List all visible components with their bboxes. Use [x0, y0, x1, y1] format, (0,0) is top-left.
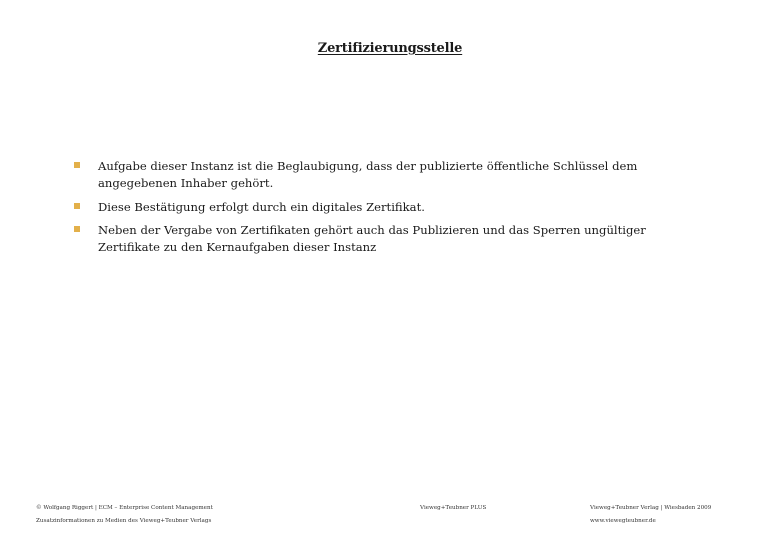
- footer-copyright-line: © Wolfgang Riggert | ECM – Enterprise Content Management: [36, 505, 213, 511]
- list-item: [70, 222, 690, 256]
- bullet-text: Neben der Vergabe von Zertifikaten gehört auch das Publizieren und das Sperren ungültiger Zertifikate zu den Kernaufgaben dieser Instanz: [98, 223, 646, 254]
- bullet-text: Diese Bestätigung erfolgt durch ein digitales Zertifikat.: [98, 200, 425, 214]
- slide-title: Zertifizierungsstelle: [317, 41, 463, 56]
- footer-website-link[interactable]: www.viewegteubner.de: [590, 518, 656, 524]
- footer-publisher: [590, 502, 711, 528]
- square-bullet-icon: [74, 162, 80, 168]
- square-bullet-icon: [74, 226, 80, 232]
- footer-info-line: Zusatzinformationen zu Medien des Vieweg+Teubner Verlags: [36, 518, 212, 524]
- bullet-list: [70, 158, 690, 263]
- footer-center-text: Vieweg+Teubner PLUS: [420, 505, 487, 511]
- list-item: [70, 158, 690, 192]
- bullet-text: Aufgabe dieser Instanz ist die Beglaubigung, dass der publizierte öffentliche Schlüssel dem angegebenen Inhaber gehört.: [98, 159, 638, 190]
- footer-publisher-plus: [420, 502, 486, 515]
- square-bullet-icon: [74, 203, 80, 209]
- footer-publisher-line: Vieweg+Teubner Verlag | Wiesbaden 2009: [590, 505, 712, 511]
- list-item: [70, 199, 690, 216]
- footer-copyright: [36, 502, 213, 528]
